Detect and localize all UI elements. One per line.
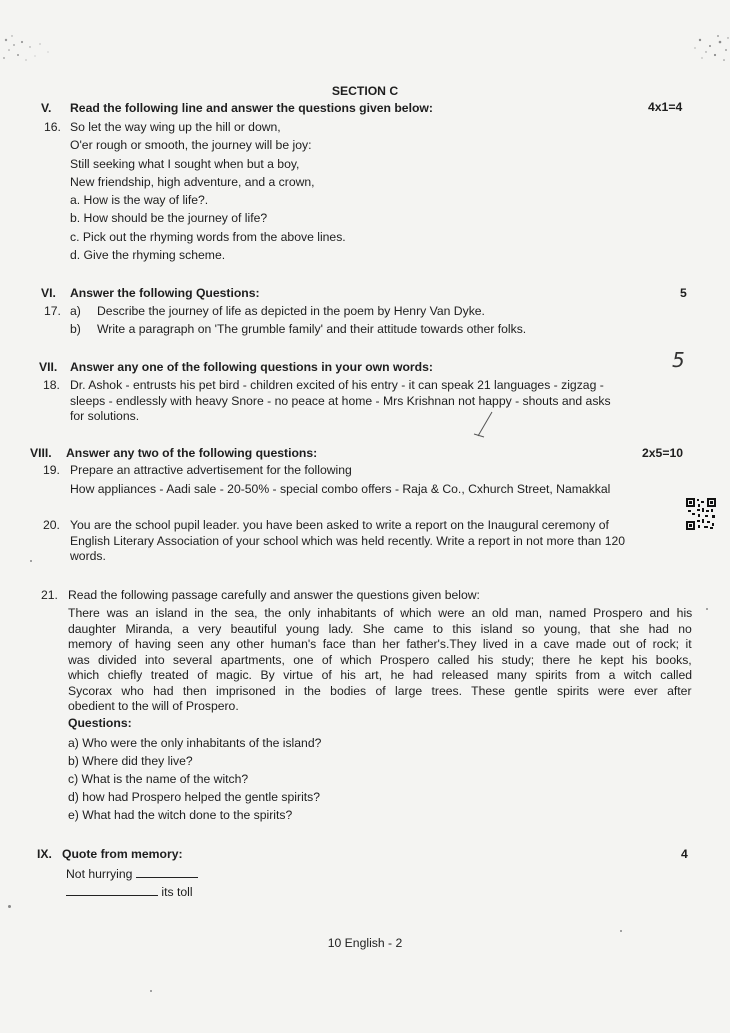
scan-noise-left <box>0 0 90 70</box>
question-19-line-2: How appliances - Aadi sale - 20-50% - special combo offers - Raja & Co., Cxhurch Street, Namakkal <box>70 482 611 496</box>
question-20-number: 20. <box>43 518 60 532</box>
question-16b: b. How should be the journey of life? <box>70 211 268 225</box>
quote-line-2 <box>66 883 193 900</box>
question-18-line-1: Dr. Ashok - entrusts his pet bird - children excited of his entry - it can speak 21 languages - zigzag - <box>70 378 604 392</box>
question-17a-label: a) <box>70 304 81 318</box>
section-ix-heading: Quote from memory: <box>62 847 183 861</box>
passage-line-4: was divided into several apartments, one of which Prospero called his study; there he kept his books, <box>68 653 692 667</box>
pencil-tick <box>470 410 500 440</box>
passage-line-5: which chiefly treated of magic. By virtue of his art, he had released many spirits from a witch called <box>68 668 693 682</box>
section-vii-number: VII. <box>39 360 58 374</box>
question-16c: c. Pick out the rhyming words from the above lines. <box>70 230 346 244</box>
question-19-number: 19. <box>43 463 60 477</box>
poem-line-3: Still seeking what I sought when but a boy, <box>70 157 300 171</box>
question-20-line-3: words. <box>70 549 106 563</box>
quote-line-2-text: its toll <box>161 885 193 899</box>
question-18-line-3: for solutions. <box>70 409 140 423</box>
section-title: SECTION C <box>331 84 399 98</box>
question-17-number: 17. <box>44 304 61 318</box>
question-21-number: 21. <box>41 588 58 602</box>
question-21e: e) What had the witch done to the spirits? <box>68 808 293 822</box>
scan-speck <box>150 990 152 992</box>
passage-line-7: obedient to the will of Prospero. <box>68 699 239 713</box>
section-v-marks: 4x1=4 <box>648 100 683 114</box>
question-16a: a. How is the way of life?. <box>70 193 209 207</box>
question-16d: d. Give the rhyming scheme. <box>70 248 226 262</box>
section-v-number: V. <box>41 101 52 115</box>
quote-line-1 <box>66 865 198 882</box>
scan-speck <box>30 560 32 562</box>
scan-noise-right <box>640 0 730 70</box>
poem-line-4: New friendship, high adventure, and a crown, <box>70 175 315 189</box>
section-v-heading: Read the following line and answer the questions given below: <box>70 101 433 115</box>
page-footer: 10 English - 2 <box>327 936 403 950</box>
question-17b-text: Write a paragraph on 'The grumble family' and their attitude towards other folks. <box>97 322 527 336</box>
question-21a: a) Who were the only inhabitants of the island? <box>68 736 322 750</box>
section-ix-marks: 4 <box>681 847 688 861</box>
scan-speck <box>620 930 622 932</box>
section-vi-heading: Answer the following Questions: <box>70 286 260 300</box>
question-20-line-1: You are the school pupil leader. you have been asked to write a report on the Inaugural ceremony of <box>70 518 609 532</box>
questions-label: Questions: <box>68 716 132 730</box>
poem-line-1: So let the way wing up the hill or down, <box>70 120 281 134</box>
question-21d: d) how had Prospero helped the gentle spirits? <box>68 790 321 804</box>
passage-line-1: There was an island in the sea, the only inhabitants of which were an old man, named Prospero and his <box>68 606 693 620</box>
poem-line-2: O'er rough or smooth, the journey will be joy: <box>70 138 312 152</box>
section-viii-number: VIII. <box>30 446 52 460</box>
question-21b: b) Where did they live? <box>68 754 193 768</box>
quote-blank-2 <box>66 883 158 896</box>
passage-line-3: memory of having seen any other human's face than her father's.They lived in a cave made out of rock; it <box>68 637 692 651</box>
question-16-number: 16. <box>44 120 61 134</box>
section-vi-marks: 5 <box>680 286 687 300</box>
question-21-intro: Read the following passage carefully and answer the questions given below: <box>68 588 480 602</box>
section-ix-number: IX. <box>37 847 52 861</box>
question-17b-label: b) <box>70 322 81 336</box>
question-19-line-1: Prepare an attractive advertisement for the following <box>70 463 352 477</box>
question-21c: c) What is the name of the witch? <box>68 772 249 786</box>
handwritten-mark: 5 <box>672 348 685 372</box>
quote-line-1-text: Not hurrying <box>66 867 133 881</box>
quote-blank-1 <box>136 865 198 878</box>
question-18-number: 18. <box>43 378 60 392</box>
scan-speck <box>706 608 708 610</box>
section-vi-number: VI. <box>41 286 56 300</box>
passage-line-2: daughter Miranda, a very beautiful young lady. She came to this island so young, that she had no <box>68 622 692 636</box>
question-18-line-2: sleeps - endlessly with heavy Snore - no peace at home - Mrs Krishnan not happy - shouts and asks <box>70 394 611 408</box>
passage-line-6: Sycorax who had then imprisoned in the bodies of large trees. These gentle spirits were ever after <box>68 684 692 698</box>
qr-code-icon <box>686 498 716 530</box>
section-vii-heading: Answer any one of the following questions in your own words: <box>70 360 433 374</box>
section-viii-heading: Answer any two of the following questions: <box>66 446 318 460</box>
question-17a-text: Describe the journey of life as depicted in the poem by Henry Van Dyke. <box>97 304 485 318</box>
question-20-line-2: English Literary Association of your school which was held recently. Write a report in not more than 120 <box>70 534 626 548</box>
section-viii-marks: 2x5=10 <box>642 446 684 460</box>
scan-speck <box>8 905 11 908</box>
